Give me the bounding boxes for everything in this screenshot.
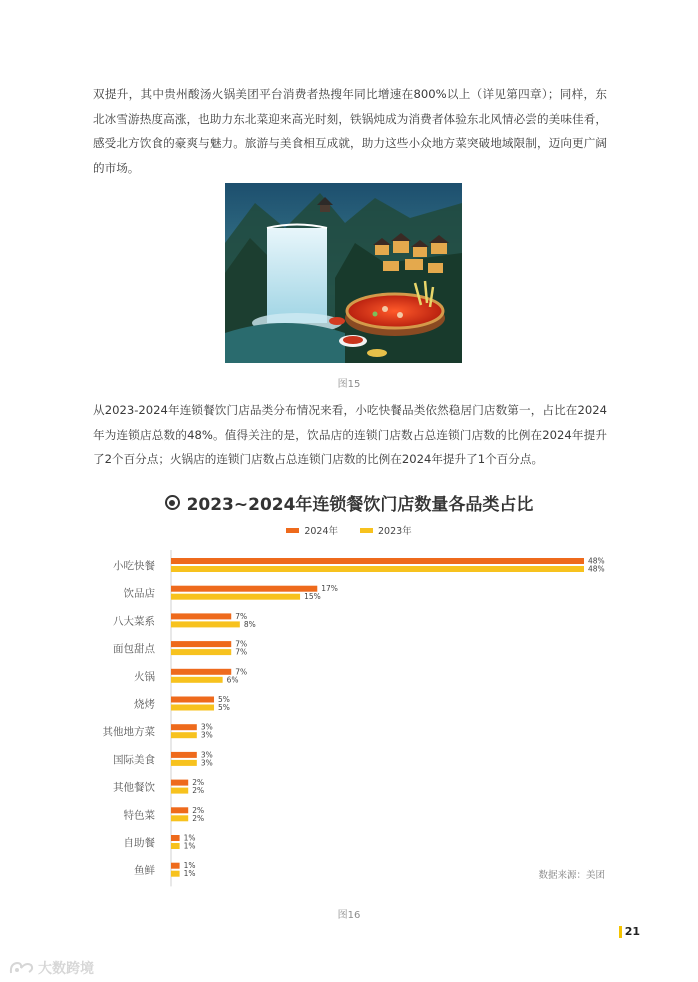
bar-value-label: 6% [226,675,239,685]
bar-value-label: 48% [588,556,605,566]
bar-value-label: 7% [235,639,248,649]
bar-2024 [171,752,197,758]
bar-2023 [171,760,197,766]
chart-legend [0,523,698,537]
figure-16-caption: 图16 [337,910,361,921]
bar-value-label: 2% [192,778,205,788]
bar-2023 [171,677,223,683]
bar-value-label: 15% [304,592,321,602]
bar-2024 [171,780,188,786]
bar-2024 [171,669,231,675]
category-label: 面包甜点 [113,643,155,656]
bar-2024 [171,807,188,813]
bar-value-label: 17% [321,584,338,594]
bar-value-label: 2% [192,805,205,815]
bar-2024 [171,863,180,869]
category-label: 火锅 [134,670,155,683]
bar-2024 [171,586,317,592]
bar-2024 [171,835,180,841]
bar-2024 [171,697,214,703]
legend-label-2024: 2024年 [304,526,338,537]
bar-2023 [171,705,214,711]
data-source-note: 数据来源：美团 [538,870,605,881]
page-number-accent [619,926,622,938]
hotpot-waterfall-illustration [225,183,462,363]
page-number-text: 21 [624,925,640,938]
bar-value-label: 7% [235,611,248,621]
legend-swatch-2023 [360,528,373,533]
bar-value-label: 3% [200,722,213,732]
brand-logo-icon [8,960,34,976]
bar-value-label: 8% [243,619,256,629]
bar-value-label: 3% [200,730,213,740]
bar-value-label: 1% [183,833,196,843]
category-label: 自助餐 [123,837,155,849]
bar-2023 [171,843,180,849]
bar-value-label: 2% [192,786,205,796]
category-label: 其他地方菜 [102,726,155,739]
category-label: 国际美食 [113,753,155,766]
category-label: 八大菜系 [113,615,155,628]
legend-swatch-2024 [286,528,299,533]
chart-title-text: 2023~2024年连锁餐饮门店数量各品类占比 [186,495,534,515]
bar-value-label: 7% [235,667,248,677]
category-label: 特色菜 [123,809,155,822]
page-number [619,925,640,938]
bar-value-label: 5% [218,695,230,704]
legend-item-2024 [286,523,338,537]
category-label: 鱼鲜 [134,864,155,877]
bar-value-label: 2% [192,813,205,823]
watermark [8,958,94,978]
category-label: 其他餐饮 [113,781,155,794]
bar-2023 [171,566,584,572]
bar-value-label: 5% [218,703,230,712]
bar-value-label: 1% [183,869,196,879]
category-label: 小吃快餐 [113,560,155,572]
watermark-text: 大数跨境 [38,961,94,977]
legend-label-2023: 2023年 [378,526,412,537]
bar-2024 [171,724,197,730]
bar-2024 [171,558,584,564]
category-label: 饮品店 [123,587,155,600]
bar-value-label: 3% [200,758,213,768]
bar-value-label: 1% [183,841,196,851]
target-icon [165,495,180,510]
body-paragraph-2: 从2023-2024年连锁餐饮门店品类分布情况来看，小吃快餐品类依然稳居门店数第一，占比在2024年为连锁店总数的48%。值得关注的是，饮品店的连锁门店数占总连锁门店数的比例在2024年提升了2个百分点；火锅店的连锁门店数占总连锁门店数的比例在2024年提升了1个百分点。 [93,403,607,466]
chart-title [0,490,698,515]
bar-2023 [171,649,231,655]
category-label: 烧烤 [134,698,155,711]
bar-value-label: 7% [235,647,248,657]
figure-15-caption: 图15 [337,379,361,390]
bar-2023 [171,621,240,627]
bar-2023 [171,732,197,738]
bar-value-label: 1% [183,861,196,871]
bar-2023 [171,871,180,877]
bar-value-label: 3% [200,750,213,760]
bar-value-label: 48% [588,564,605,574]
body-paragraph-1: 双提升，其中贵州酸汤火锅美团平台消费者热搜年同比增速在800%以上（详见第四章）；同样，东北冰雪游热度高涨，也助力东北菜迎来高光时刻，铁锅炖成为消费者体验东北风情必尝的美味佳肴，感受北方饮食的豪爽与魅力。旅游与美食相互成就，助力这些小众地方菜突破地域限制，迈向更广阔的市场。 [93,87,607,175]
bar-2023 [171,594,300,600]
legend-item-2023 [360,523,412,537]
bar-chart [0,548,698,893]
bar-2023 [171,788,188,794]
bar-2024 [171,641,231,647]
bar-2023 [171,815,188,821]
bar-2024 [171,613,231,619]
